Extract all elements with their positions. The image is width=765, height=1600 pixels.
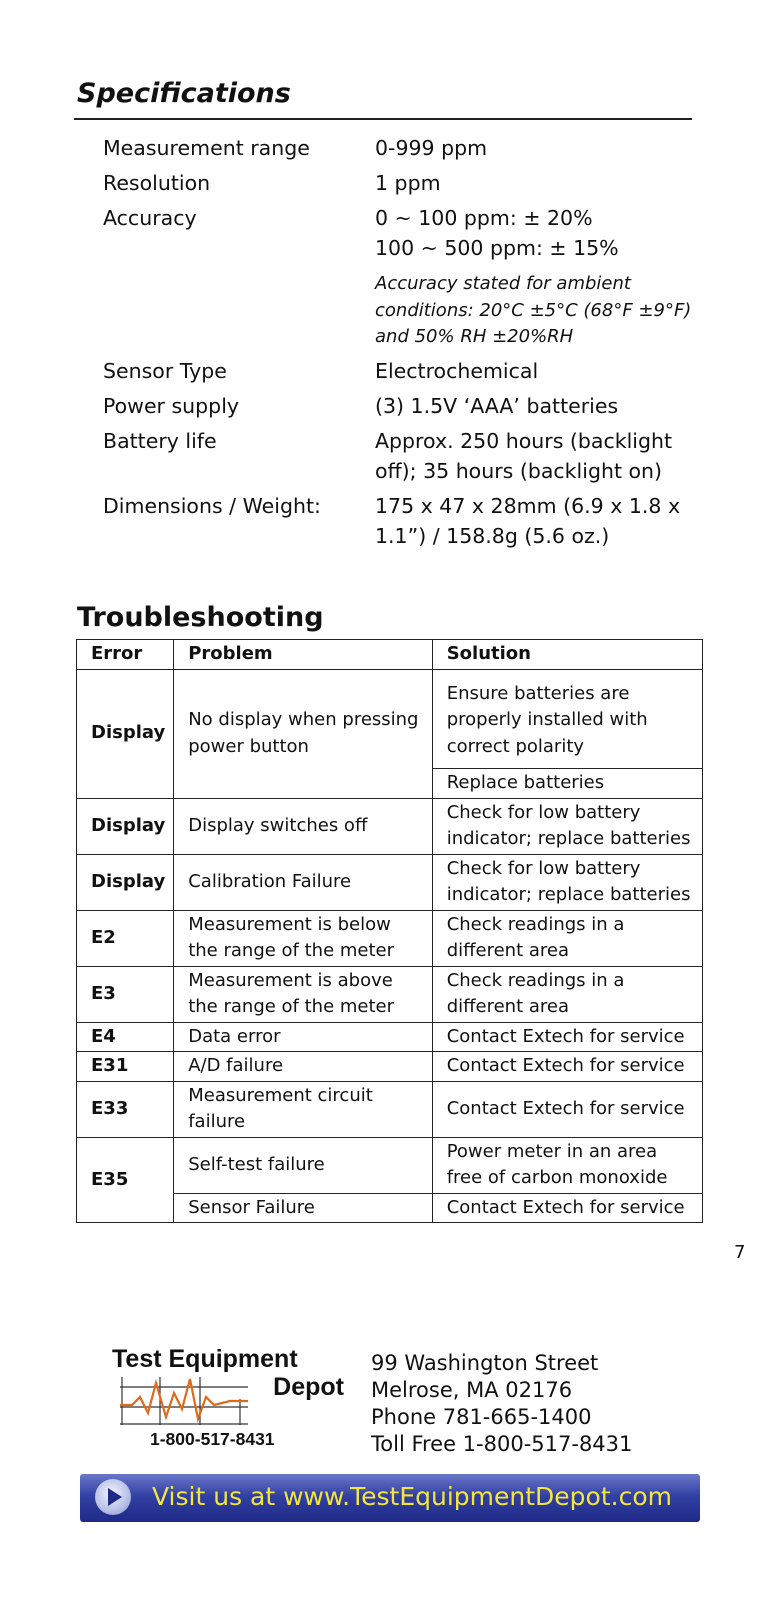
error-code: Display xyxy=(77,798,174,854)
spec-label: Measurement range xyxy=(103,136,310,160)
solution-cell: Replace batteries xyxy=(432,769,702,799)
column-header-solution: Solution xyxy=(432,640,702,670)
problem-cell: Measurement is above the range of the meter xyxy=(174,966,432,1022)
spec-row-accuracy xyxy=(103,203,703,351)
spec-value-line: 100 ~ 500 ppm: ± 15% xyxy=(375,236,619,260)
table-row xyxy=(77,1081,703,1137)
address-block xyxy=(371,1350,632,1458)
solution-cell: Check readings in a different area xyxy=(432,910,702,966)
spec-value-line: 175 x 47 x 28mm (6.9 x 1.8 x xyxy=(375,493,681,518)
table-row xyxy=(77,966,703,1022)
note-line: conditions: 20°C ±5°C (68°F ±9°F) xyxy=(375,299,692,321)
troubleshooting-heading: Troubleshooting xyxy=(77,602,324,633)
spec-value: 0-999 ppm xyxy=(375,136,488,160)
spec-row-measurement-range xyxy=(103,133,703,163)
phone-line: Phone 781-665-1400 xyxy=(371,1405,592,1429)
error-code: E33 xyxy=(77,1081,174,1137)
heading-divider xyxy=(74,118,692,120)
spec-value xyxy=(375,491,703,551)
spec-label: Resolution xyxy=(103,171,211,195)
error-code: E4 xyxy=(77,1022,174,1052)
banner-text: Visit us at www.TestEquipmentDepot.com xyxy=(152,1482,672,1511)
play-icon xyxy=(95,1479,131,1515)
error-code: E31 xyxy=(77,1052,174,1082)
solution-cell: Check for low battery indicator; replace batteries xyxy=(432,854,702,910)
spec-value-line: Approx. 250 hours (backlight xyxy=(375,428,673,453)
spec-label: Accuracy xyxy=(103,206,197,230)
spec-row-power-supply xyxy=(103,391,703,421)
problem-cell: Calibration Failure xyxy=(174,854,432,910)
spec-value: Electrochemical xyxy=(375,358,539,383)
table-row xyxy=(77,854,703,910)
spec-value-line: 0 ~ 100 ppm: ± 20% xyxy=(375,206,593,230)
error-code: Display xyxy=(77,854,174,910)
error-code: Display xyxy=(77,669,174,798)
solution-cell: Power meter in an area free of carbon monoxide xyxy=(432,1137,702,1193)
specifications-heading: Specifications xyxy=(77,78,291,109)
solution-cell: Ensure batteries are properly installed with correct polarity xyxy=(432,669,702,769)
spec-row-resolution xyxy=(103,168,703,198)
logo-line-1: Test Equipment xyxy=(112,1345,298,1373)
table-row xyxy=(77,1022,703,1052)
website-banner-link[interactable] xyxy=(80,1474,700,1522)
solution-cell: Check for low battery indicator; replace batteries xyxy=(432,798,702,854)
troubleshooting-table xyxy=(76,639,703,1223)
waveform-icon xyxy=(120,1369,250,1427)
column-header-problem: Problem xyxy=(174,640,432,670)
page-number: 7 xyxy=(734,1242,746,1263)
note-line: Accuracy stated for ambient xyxy=(375,273,631,294)
solution-cell: Contact Extech for service xyxy=(432,1022,702,1052)
problem-cell: Sensor Failure xyxy=(174,1193,432,1223)
spec-label: Power supply xyxy=(103,393,240,418)
solution-cell: Contact Extech for service xyxy=(432,1081,702,1137)
address-line: 99 Washington Street xyxy=(371,1351,599,1375)
spec-value: 1 ppm xyxy=(375,171,441,195)
toll-free-line: Toll Free 1-800-517-8431 xyxy=(371,1432,633,1456)
address-line: Melrose, MA 02176 xyxy=(371,1378,573,1402)
spec-value-line: off); 35 hours (backlight on) xyxy=(375,458,663,483)
spec-value xyxy=(375,203,703,351)
problem-cell: Measurement circuit failure xyxy=(174,1081,432,1137)
column-header-error: Error xyxy=(77,640,174,670)
solution-cell: Contact Extech for service xyxy=(432,1052,702,1082)
spec-label: Battery life xyxy=(103,428,217,453)
accuracy-note xyxy=(375,271,703,351)
note-line: and 50% RH ±20%RH xyxy=(375,326,574,347)
error-code: E2 xyxy=(77,910,174,966)
spec-row-sensor-type xyxy=(103,356,703,386)
spec-value: (3) 1.5V ‘AAA’ batteries xyxy=(375,393,619,418)
spec-row-dimensions-weight xyxy=(103,491,703,551)
spec-row-battery-life xyxy=(103,426,703,486)
problem-cell: Data error xyxy=(174,1022,432,1052)
logo-phone: 1-800-517-8431 xyxy=(150,1429,275,1449)
table-row xyxy=(77,1052,703,1082)
table-header-row xyxy=(77,640,703,670)
error-code: E35 xyxy=(77,1137,174,1223)
problem-cell: A/D failure xyxy=(174,1052,432,1082)
spec-value-line: 1.1”) / 158.8g (5.6 oz.) xyxy=(375,523,610,548)
problem-cell: Display switches off xyxy=(174,798,432,854)
spec-value xyxy=(375,426,703,486)
test-equipment-depot-logo xyxy=(112,1345,344,1450)
problem-cell: Self-test failure xyxy=(174,1137,432,1193)
solution-cell: Check readings in a different area xyxy=(432,966,702,1022)
spec-label: Dimensions / Weight: xyxy=(103,493,321,518)
table-row xyxy=(77,1137,703,1193)
problem-cell: Measurement is below the range of the meter xyxy=(174,910,432,966)
table-row xyxy=(77,669,703,769)
problem-cell: No display when pressing power button xyxy=(174,669,432,798)
spec-label: Sensor Type xyxy=(103,358,227,383)
table-row xyxy=(77,910,703,966)
logo-line-2: Depot xyxy=(273,1373,344,1401)
solution-cell: Contact Extech for service xyxy=(432,1193,702,1223)
specifications-list xyxy=(103,133,703,556)
table-row xyxy=(77,798,703,854)
error-code: E3 xyxy=(77,966,174,1022)
